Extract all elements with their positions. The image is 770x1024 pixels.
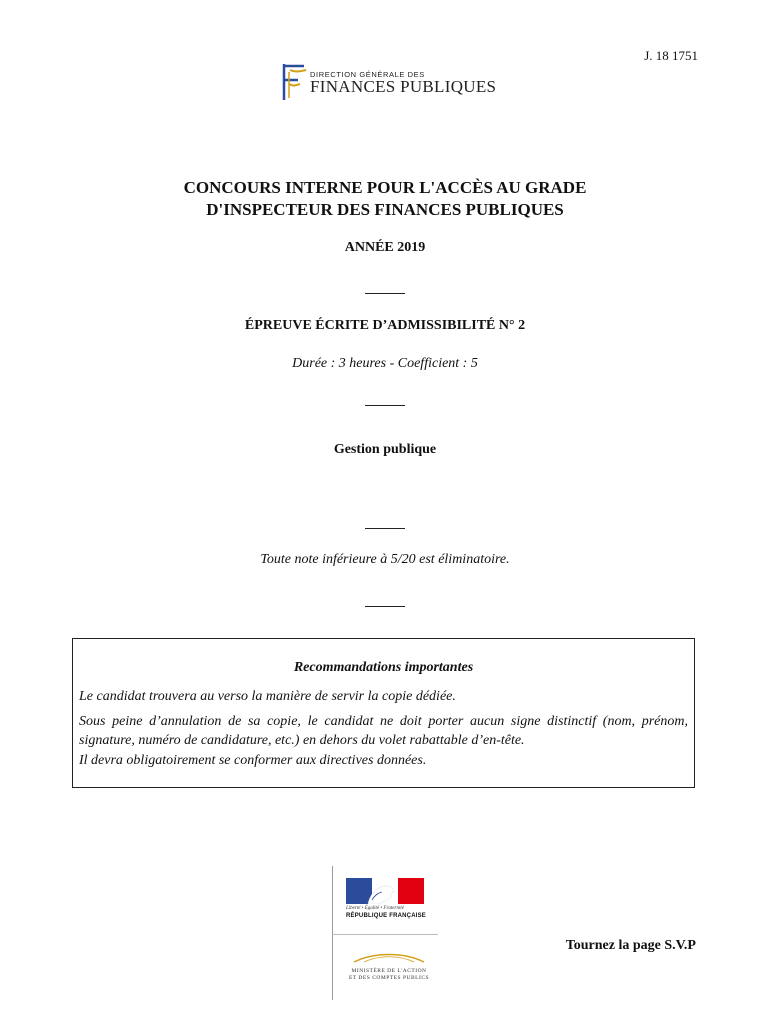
logo-divider [332, 866, 333, 1000]
turn-page-note: Tournez la page S.V.P [565, 938, 696, 953]
logo-line-1: DIRECTION GÉNÉRALE DES [310, 70, 425, 79]
ministry-arc-icon [344, 950, 434, 964]
recommendations-title: Recommandations importantes [293, 660, 474, 675]
recommendation-paragraph: Il devra obligatoirement se conformer aux directives données. [79, 753, 427, 768]
eliminatory-note: Toute note inférieure à 5/20 est éliminatoire. [260, 552, 510, 567]
marianne-flag-icon [346, 878, 424, 904]
recommendation-paragraph: Le candidat trouvera au verso la manière de servir la copie dédiée. [79, 689, 456, 704]
exam-duration: Durée : 3 heures - Coefficient : 5 [292, 356, 478, 371]
republic-name: RÉPUBLIQUE FRANÇAISE [346, 913, 427, 919]
ministry-line-2: ET DES COMPTES PUBLICS [348, 975, 430, 981]
ministry-line-1: MINISTÈRE DE L'ACTION [351, 968, 427, 974]
title-line-2: D'INSPECTEUR DES FINANCES PUBLIQUES [206, 200, 564, 219]
recommendation-paragraph: Sous peine d’annulation de sa copie, le candidat ne doit porter aucun signe distinctif (nom, prénom, signature, numéro de candidature, etc.) en dehors du volet rabattable d’en-tête. [79, 714, 688, 748]
dgfip-f-icon [276, 62, 310, 102]
title-line-1: CONCOURS INTERNE POUR L'ACCÈS AU GRADE [183, 178, 587, 197]
logo-divider [332, 934, 438, 935]
exam-name: ÉPREUVE ÉCRITE D’ADMISSIBILITÉ N° 2 [244, 318, 526, 333]
ministry-logo [344, 950, 434, 990]
ministry-logo-block [332, 866, 438, 1000]
exam-subject: Gestion publique [333, 442, 437, 457]
exam-year: ANNÉE 2019 [344, 240, 426, 255]
document-reference: J. 18 1751 [644, 48, 698, 63]
logo-line-2: FINANCES PUBLIQUES [310, 77, 497, 96]
republic-motto: Liberté • Égalité • Fraternité [346, 906, 404, 911]
separator [365, 606, 405, 607]
recommendations-box [72, 638, 695, 788]
separator [365, 293, 405, 294]
separator [365, 528, 405, 529]
exam-title [0, 177, 770, 221]
dgfip-logo [276, 62, 506, 102]
separator [365, 405, 405, 406]
